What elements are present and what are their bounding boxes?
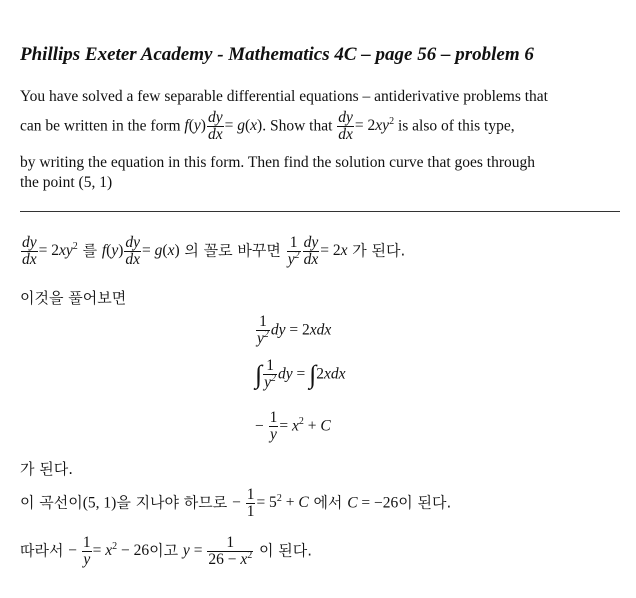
divider (20, 211, 620, 212)
solution-line-4b: 을 지나야 하므로 (116, 493, 228, 512)
solution-line-4a: 이 곡선이 (20, 493, 83, 512)
implicit-solution-formula: − $\frac{1}{y}$ = $x^2 - 26$ (68, 534, 150, 569)
equation-1: $\frac{1}{y^2}$ dy = 2xdx (257, 313, 332, 348)
solution-line-5c: 이 된다. (258, 541, 312, 560)
problem-line-2 (20, 110, 620, 144)
equation-3: − $\frac{1}{y}$ = $x^2 + C$ (255, 409, 331, 444)
problem-line-2a: can be written in the form (20, 117, 181, 135)
given-equation-formula: $\frac{dy}{dx}$ = $2xy^2$ (338, 109, 395, 144)
problem-line-2b: . Show that (262, 117, 333, 135)
explicit-solution-formula: y = $\frac{1}{26 - x^2}$ (182, 534, 253, 569)
separable-form-formula: f(y) $\frac{dy}{dx}$ = g(x) (101, 234, 180, 269)
constant-formula: C = −26 (347, 494, 399, 512)
solution-line-4d: 이 된다. (398, 493, 452, 512)
separated-formula: $\frac{1}{y^2}$ $\frac{dy}{dx}$ = 2x (287, 234, 348, 269)
solution-line-1b: 의 꼴로 바꾸면 (184, 241, 281, 260)
solution-line-4c: 에서 (313, 493, 343, 512)
point: (5, 1) (82, 494, 117, 512)
equation-2: ∫ $\frac{1}{y^2}$ dy = ∫2xdx (255, 357, 346, 392)
problem-line-3: by writing the equation in this form. Then find the solution curve that goes through (20, 154, 536, 171)
given-equation-formula: $\frac{dy}{dx}$ = $2xy^2$ (22, 234, 78, 269)
separable-form-formula: f(y) $\frac{dy}{dx}$ = g(x) (184, 109, 263, 144)
problem-line-4: the point (5, 1) (20, 174, 113, 191)
solution-line-5a: 따라서 (20, 541, 64, 560)
solution-line-1 (20, 235, 405, 269)
solution-line-2: 이것을 풀어보면 (20, 289, 127, 307)
solution-line-5b: 이고 (149, 541, 179, 560)
problem-line-2c: is also of this type, (397, 117, 515, 135)
solution-line-1c: 가 된다. (352, 241, 406, 260)
substitution-formula: − $\frac{1}{1}$ = $5^2 + C$ (232, 486, 309, 521)
problem-line-1: You have solved a few separable differential equations – antiderivative problems that (20, 88, 548, 105)
solution-line-3: 가 된다. (20, 460, 74, 478)
solution-line-5 (20, 535, 312, 569)
page-title: Phillips Exeter Academy - Mathematics 4C – page 56 – problem 6 (20, 44, 534, 65)
solution-line-4 (20, 487, 451, 521)
solution-line-1a: 를 (82, 241, 98, 260)
